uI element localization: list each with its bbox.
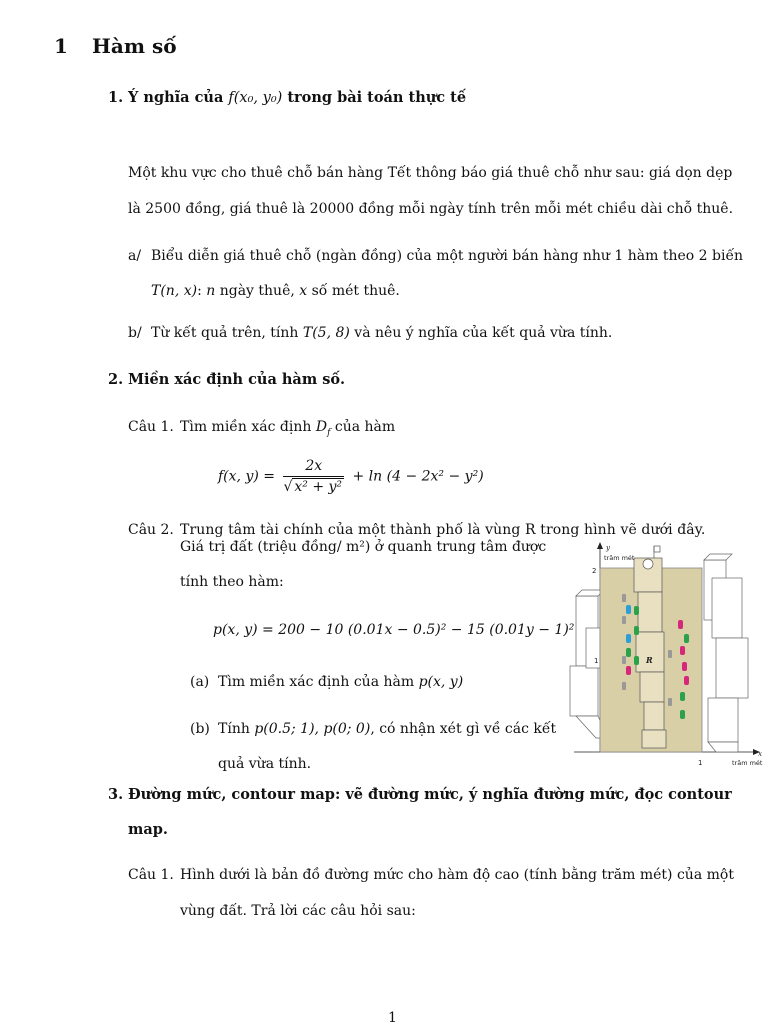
car-green xyxy=(634,656,639,665)
y-tick-1: 1 xyxy=(594,657,599,665)
item3-title-line2: map. xyxy=(128,821,168,838)
car-green xyxy=(680,692,685,701)
item1-title: Ý nghĩa của f(x₀, y₀) trong bài toán thực tế xyxy=(128,89,467,106)
gray-marker xyxy=(622,616,626,624)
car-pink xyxy=(684,676,689,685)
city-region-figure xyxy=(566,538,768,770)
item2-number: 2. xyxy=(108,371,124,388)
y-tick-2: 2 xyxy=(592,567,597,575)
item2-qb-text: Tính p(0.5; 1), p(0; 0), có nhận xét gì về các kết xyxy=(218,721,557,737)
item1-b-text: Từ kết quả trên, tính T(5, 8) và nêu ý nghĩa của kết quả vừa tính. xyxy=(151,325,613,341)
item3-number: 3. xyxy=(108,786,124,803)
car-pink xyxy=(678,620,683,629)
item1-a-label: a/ xyxy=(128,248,142,264)
item2-q2-line1: Trung tâm tài chính của một thành phố là vùng R trong hình vẽ dưới đây. xyxy=(180,522,706,538)
tower-lower xyxy=(640,672,664,702)
item3-q1-label: Câu 1. xyxy=(128,867,174,883)
car-green xyxy=(626,648,631,657)
car-pink xyxy=(626,666,631,675)
tower-middle xyxy=(636,632,664,672)
right-buildings xyxy=(704,554,748,752)
y-axis-unit: trăm mét xyxy=(604,554,635,562)
car-green xyxy=(680,710,685,719)
region-r-label: R xyxy=(646,655,653,665)
item2-q2-label: Câu 2. xyxy=(128,522,174,538)
item1-b-label: b/ xyxy=(128,325,142,341)
car-pink xyxy=(680,646,685,655)
item1-number: 1. xyxy=(108,89,124,106)
car-green xyxy=(634,606,639,615)
gray-marker xyxy=(668,698,672,706)
item2-q2-line2: Giá trị đất (triệu đồng/ m²) ở quanh trung tâm được xyxy=(180,539,547,555)
gray-marker xyxy=(622,594,626,602)
item1-a-line2: T(n, x): n ngày thuê, x số mét thuê. xyxy=(151,283,400,299)
tower-entrance xyxy=(642,730,666,748)
right-building xyxy=(716,638,748,698)
item2-qa-text: Tìm miền xác định của hàm p(x, y) xyxy=(218,674,464,690)
section-number: 1 xyxy=(54,34,68,58)
car-pink xyxy=(682,662,687,671)
item1-para-line2: là 2500 đồng, giá thuê là 20000 đồng mỗi ngày tính trên mỗi mét chiều dài chỗ thuê. xyxy=(128,201,734,217)
item2-q2-line3: tính theo hàm: xyxy=(180,574,284,590)
x-axis-label: x xyxy=(758,750,762,758)
car-blue xyxy=(626,605,631,614)
gray-marker xyxy=(622,656,626,664)
item2-q1-text: Tìm miền xác định $D_f$ của hàm xyxy=(180,419,396,438)
right-building-roof xyxy=(704,554,732,560)
tower-body xyxy=(638,592,662,632)
gray-marker xyxy=(622,682,626,690)
right-building-base xyxy=(708,742,738,752)
item2-q1-label: Câu 1. xyxy=(128,419,174,435)
item2-qb-line2: quả vừa tính. xyxy=(218,756,312,772)
f-fraction: $\frac{2x}{\text{√ x² + y²}}$ xyxy=(283,458,343,495)
item3-q1-line1: Hình dưới là bản đồ đường mức cho hàm độ cao (tính bằng trăm mét) của một xyxy=(180,867,734,883)
y-axis-label: y xyxy=(606,544,610,552)
item2-qa-label: (a) xyxy=(190,674,210,690)
y-axis-arrow xyxy=(597,542,603,549)
right-building xyxy=(712,578,742,638)
item3-title-line1: Đường mức, contour map: vẽ đường mức, ý nghĩa đường mức, đọc contour xyxy=(128,786,732,803)
item2-title: Miền xác định của hàm số. xyxy=(128,371,346,388)
item1-para-line1: Một khu vực cho thuê chỗ bán hàng Tết thông báo giá thuê chỗ như sau: giá dọn dẹp xyxy=(128,165,733,181)
car-blue xyxy=(626,634,631,643)
tower-clock xyxy=(643,559,653,569)
left-building xyxy=(570,666,598,716)
x-axis-unit: trăm mét xyxy=(732,759,763,767)
car-green xyxy=(634,626,639,635)
p-formula: p(x, y) = 200 − 10 (0.01x − 0.5)² − 15 (0.01y − 1)² xyxy=(213,622,575,638)
page-number: 1 xyxy=(388,1010,397,1026)
item3-q1-line2: vùng đất. Trả lời các câu hỏi sau: xyxy=(180,903,416,919)
gray-marker xyxy=(668,650,672,658)
car-green xyxy=(684,634,689,643)
flag-icon xyxy=(654,546,660,552)
tower-base xyxy=(644,702,664,730)
f-formula: f(x, y) = $\frac{2x}{\text{√ x² + y²}}$ + ln (4 − 2x² − y²) xyxy=(218,458,484,495)
item1-a-line1: Biểu diễn giá thuê chỗ (ngàn đồng) của một người bán hàng như 1 hàm theo 2 biến xyxy=(151,248,744,264)
section-title: Hàm số xyxy=(92,34,177,58)
right-building xyxy=(708,698,738,742)
item2-qb-label: (b) xyxy=(190,721,210,737)
x-tick-1: 1 xyxy=(698,759,703,767)
